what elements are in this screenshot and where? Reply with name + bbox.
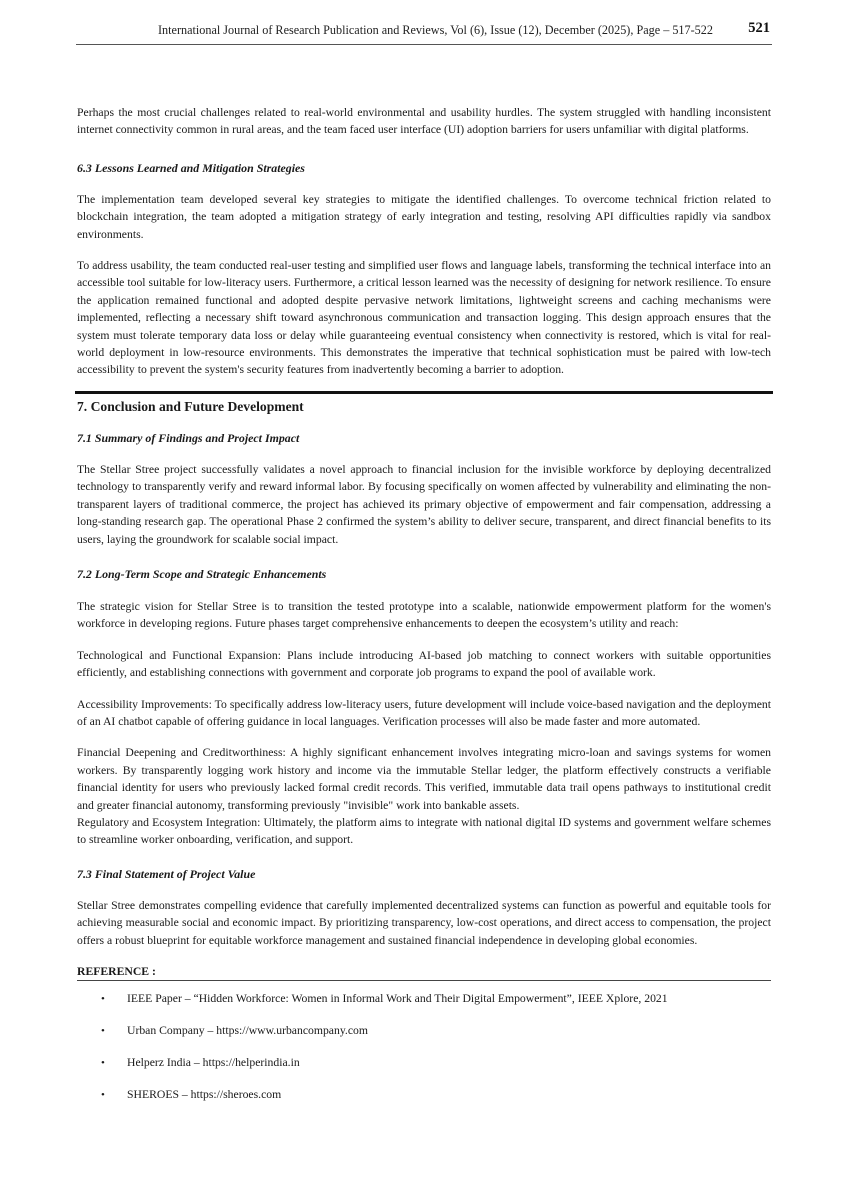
section-7-3-heading: 7.3 Final Statement of Project Value	[77, 866, 256, 881]
section-7-heading: 7. Conclusion and Future Development	[77, 398, 304, 414]
running-header	[76, 18, 772, 45]
reference-item	[77, 991, 771, 1007]
references-heading: REFERENCE :	[77, 965, 771, 981]
intro-paragraph: Perhaps the most crucial challenges related to real-world environmental and usability hurdles. The system struggled with handling inconsistent internet connectivity common in rural areas, and the team faced user interface (UI) adoption barriers for users unfamiliar with digital platforms.	[77, 106, 771, 137]
bullet-icon: •	[101, 1057, 105, 1069]
section-7-2-paragraph: The strategic vision for Stellar Stree is to transition the tested prototype into a scalable, nationwide empowerment platform for the women's workforce in developing regions. Future phases target comprehensive enhancements to deepen the ecosystem’s utility and reach:	[77, 599, 771, 631]
bullet-icon: •	[101, 1025, 105, 1037]
bullet-icon: •	[101, 993, 105, 1005]
page-number: 521	[748, 20, 770, 36]
section-6-3-heading: 6.3 Lessons Learned and Mitigation Strategies	[77, 160, 305, 175]
section-7-2-paragraph: Regulatory and Ecosystem Integration: Ultimately, the platform aims to integrate with national digital ID systems and government welfare schemes to streamline worker onboarding, verification, and support.	[77, 815, 771, 847]
bullet-icon: •	[101, 1089, 105, 1101]
section-7-2-heading: 7.2 Long-Term Scope and Strategic Enhancements	[77, 566, 327, 581]
reference-item	[77, 1087, 771, 1103]
section-7-1-paragraph: The Stellar Stree project successfully validates a novel approach to financial inclusion for the invisible workforce by deploying decentralized technology to transparently verify and reward informal labor. By focusing specifically on women affected by vulnerability and eliminating the non-transparent layers of traditional commerce, the project has achieved its primary objective of empowerment and fair compensation, addressing a long-standing research gap. The operational Phase 2 confirmed the system’s ability to deliver secure, transparent, and direct financial benefits to its users, laying the groundwork for scalable social impact.	[77, 462, 771, 546]
section-6-3-paragraph: The implementation team developed several key strategies to mitigate the identified challenges. To overcome technical friction related to blockchain integration, the team adopted a mitigation strategy of early integration and testing, resolving API difficulties rapidly via sandbox environments.	[77, 192, 771, 241]
section-7-2-paragraph: Technological and Functional Expansion: Plans include introducing AI-based job matching to connect workers with suitable opportunities efficiently, and establishing connections with government and corporate job programs to expand the pool of available work.	[77, 648, 771, 680]
reference-text: IEEE Paper – “Hidden Workforce: Women in Informal Work and Their Digital Empowerment”, IEEE Xplore, 2021	[127, 992, 668, 1005]
reference-item	[77, 1023, 771, 1039]
journal-citation: International Journal of Research Publication and Reviews, Vol (6), Issue (12), December (2025), Page – 517-522	[158, 23, 713, 37]
page-body	[77, 104, 771, 1119]
section-7-1-heading: 7.1 Summary of Findings and Project Impact	[77, 430, 300, 445]
section-7-2-paragraph: Financial Deepening and Creditworthiness: A highly significant enhancement involves integrating micro-loan and savings systems for women workers. By transparently logging work history and income via the immutable Stellar ledger, the platform effectively constructs a verifiable financial identity for users who previously lacked formal credit records. This verified, immutable data trail opens pathways to institutional credit and greater financial autonomy, transforming previously "invisible" work into bankable assets.	[77, 746, 771, 812]
section-7-2-paragraph: Accessibility Improvements: To specifically address low-literacy users, future development will include voice-based navigation and the deployment of an AI chatbot capable of offering guidance in local languages. Verification processes will also be made faster and more automated.	[77, 697, 771, 728]
reference-link[interactable]: Helperz India – https://helperindia.in	[127, 1056, 300, 1069]
reference-item	[77, 1055, 771, 1071]
reference-link[interactable]: SHEROES – https://sheroes.com	[127, 1088, 282, 1101]
section-7-3-paragraph: Stellar Stree demonstrates compelling evidence that carefully implemented decentralized systems can function as powerful and equitable tools for achieving measurable social and economic impact. By prioritizing transparency, low-cost operations, and direct access to compensation, the project offers a robust blueprint for equitable workforce management and sustained financial independence in developing global economies.	[77, 898, 771, 947]
reference-list	[77, 991, 771, 1103]
section-6-3-paragraph: To address usability, the team conducted real-user testing and simplified user flows and language labels, transforming the technical interface into an accessible tool suitable for low-literacy users. Furthermore, a critical lesson learned was the necessity of designing for network resilience. To ensure the application remained functional and adopted despite pervasive network limitations, lightweight screens and caching mechanisms were implemented, reflecting a necessary shift toward asynchronous communication and transaction logging. This design approach ensures that the system must tolerate temporary data loss or delay while guaranteeing eventual consistency when connectivity is restored, which is vital for real-world deployment in low-resource environments. This demonstrates the imperative that technical sophistication must be paired with low-tech accessibility to prevent the system's security features from inadvertently becoming a barrier to adoption.	[77, 259, 771, 377]
reference-link[interactable]: Urban Company – https://www.urbancompany.com	[127, 1024, 368, 1037]
